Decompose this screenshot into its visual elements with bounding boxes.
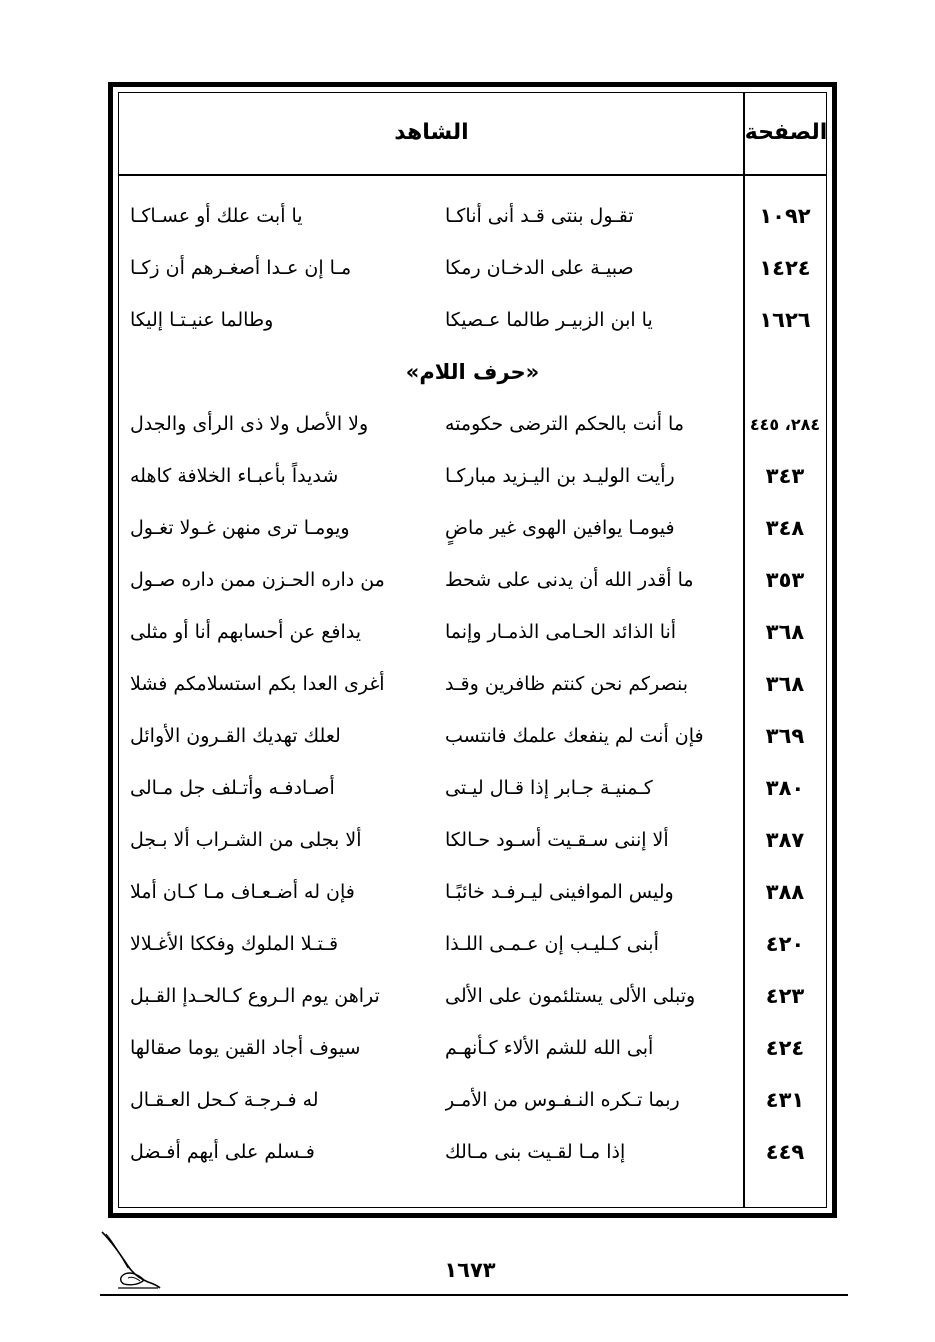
page-ref: ١٠٩٢ bbox=[759, 204, 811, 228]
verse-first-hemistich: وتبلى الألى يستلئمون على الألى bbox=[445, 985, 696, 1007]
verse-second-hemistich: شديداً بأعبـاء الخلافة كاهله bbox=[130, 465, 339, 487]
header-rule bbox=[118, 174, 827, 176]
verse-second-hemistich: ألا بجلى من الشـراب ألا بـجل bbox=[130, 829, 362, 851]
verse-first-hemistich: بنصركم نحن كنتم ظافرين وقـد bbox=[445, 673, 689, 695]
verse-second-hemistich: يا أبت علك أو عسـاكـا bbox=[130, 205, 303, 227]
page-ref: ٣٦٨ bbox=[765, 672, 805, 696]
column-header-verse: الشاهد bbox=[394, 119, 469, 145]
table-row bbox=[120, 450, 825, 502]
table-row bbox=[120, 398, 825, 450]
page-ref: ٤٢٠ bbox=[765, 932, 805, 956]
verse-second-hemistich: وطالما عنيـتـا إليكا bbox=[130, 309, 274, 331]
verse-first-hemistich: أبى الله للشم الألاء كـأنهـم bbox=[445, 1037, 654, 1059]
verse-second-hemistich: ولا الأصل ولا ذى الرأى والجدل bbox=[130, 413, 369, 435]
verse-first-hemistich: أنا الذائد الحـامى الذمـار وإنما bbox=[445, 621, 677, 643]
verse-second-hemistich: ويومـا ترى منهن غـولا تغـول bbox=[130, 517, 350, 539]
table-row bbox=[120, 710, 825, 762]
verse-first-hemistich: صبيـة على الدخـان رمكا bbox=[445, 257, 634, 279]
verse-second-hemistich: فإن له أضـعـاف مـا كـان أملا bbox=[130, 881, 355, 903]
verse-second-hemistich: أصـادفـه وأتـلف جل مـالى bbox=[130, 777, 335, 799]
table-row bbox=[120, 502, 825, 554]
verse-first-hemistich: ربما تـكره النـفـوس من الأمـر bbox=[445, 1089, 680, 1111]
table-row bbox=[120, 242, 825, 294]
verse-second-hemistich: أغرى العدا بكم استسلامكم فشلا bbox=[130, 673, 385, 695]
table-row bbox=[120, 1074, 825, 1126]
page-ref: ٤٢٣ bbox=[765, 984, 805, 1008]
verse-second-hemistich: يدافع عن أحسابهم أنا أو مثلى bbox=[130, 621, 362, 643]
verse-first-hemistich: أبنى كـليـب إن عـمـى اللـذا bbox=[445, 933, 659, 955]
table-row bbox=[120, 762, 825, 814]
verse-second-hemistich: فـسلم على أيهم أفـضل bbox=[130, 1141, 315, 1163]
table-row bbox=[120, 918, 825, 970]
verse-first-hemistich: وليس الموافينى ليـرفـد خائبًـا bbox=[445, 881, 674, 903]
footer-rule bbox=[100, 1294, 848, 1296]
verse-first-hemistich: كـمنيـة جـابر إذا قـال ليـتى bbox=[445, 777, 653, 799]
verse-second-hemistich: لعلك تهديك القـرون الأوائل bbox=[130, 725, 341, 747]
page-ref: ٢٨٤، ٤٤٥ bbox=[749, 414, 821, 434]
verse-second-hemistich: مـا إن عـدا أصغـرهم أن زكـا bbox=[130, 257, 352, 279]
verse-second-hemistich: سيوف أجاد القين يوما صقالها bbox=[130, 1037, 361, 1059]
column-header-page: الصفحة bbox=[744, 119, 828, 145]
table-row bbox=[120, 606, 825, 658]
page-ref: ٣٦٨ bbox=[765, 620, 805, 644]
page-ref: ٣٨٧ bbox=[765, 828, 805, 852]
verse-second-hemistich: له فـرجـة كـحل العـقـال bbox=[130, 1089, 319, 1111]
verse-first-hemistich: فإن أنت لم ينفعك علمك فانتسب bbox=[445, 725, 704, 747]
verse-first-hemistich: يا ابن الزبيـر طالما عـصيكا bbox=[445, 309, 653, 331]
page-ref: ٣٤٨ bbox=[765, 516, 805, 540]
table-row bbox=[120, 970, 825, 1022]
page-ref: ٣٨٨ bbox=[765, 880, 805, 904]
page-ref: ١٤٢٤ bbox=[759, 256, 811, 280]
page-ref: ١٦٢٦ bbox=[759, 308, 811, 332]
page-ref: ٤٢٤ bbox=[765, 1036, 805, 1060]
verse-second-hemistich: تراهن يوم الـروع كـالحـدإ القـبل bbox=[130, 985, 380, 1007]
table-row bbox=[120, 814, 825, 866]
page-ref: ٤٤٩ bbox=[765, 1140, 805, 1164]
verse-first-hemistich: فيومـا يوافين الهوى غير ماضٍ bbox=[445, 517, 675, 539]
table-row bbox=[120, 866, 825, 918]
verse-second-hemistich: من داره الحـزن ممن داره صـول bbox=[130, 569, 385, 591]
verse-first-hemistich: ألا إننى سـقـيت أسـود حـالكا bbox=[445, 829, 669, 851]
page-ref: ٣٦٩ bbox=[765, 724, 805, 748]
section-title: «حرف اللام» bbox=[405, 360, 540, 384]
verse-first-hemistich: إذا مـا لقـيت بنى مـالك bbox=[445, 1141, 626, 1163]
verse-second-hemistich: قـتـلا الملوك وفككا الأغـلالا bbox=[130, 933, 339, 955]
table-row bbox=[120, 1022, 825, 1074]
table-row bbox=[120, 190, 825, 242]
table-row bbox=[120, 1126, 825, 1178]
table-row bbox=[120, 554, 825, 606]
verse-first-hemistich: ما أقدر الله أن يدنى على شحط bbox=[445, 569, 694, 591]
verse-first-hemistich: تقـول بنتى قـد أنى أناكـا bbox=[445, 205, 634, 227]
page-number: ١٦٧٣ bbox=[444, 1258, 496, 1282]
table-row bbox=[120, 294, 825, 346]
verse-first-hemistich: ما أنت بالحكم الترضى حكومته bbox=[445, 413, 685, 435]
quill-hand-icon bbox=[98, 1228, 162, 1290]
verse-table bbox=[120, 190, 825, 1178]
table-row bbox=[120, 658, 825, 710]
verse-first-hemistich: رأيت الوليـد بن اليـزيد مباركـا bbox=[445, 465, 675, 487]
page-ref: ٣٤٣ bbox=[765, 464, 805, 488]
page-ref: ٤٣١ bbox=[765, 1088, 805, 1112]
page-ref: ٣٥٣ bbox=[765, 568, 805, 592]
page-ref: ٣٨٠ bbox=[765, 776, 805, 800]
